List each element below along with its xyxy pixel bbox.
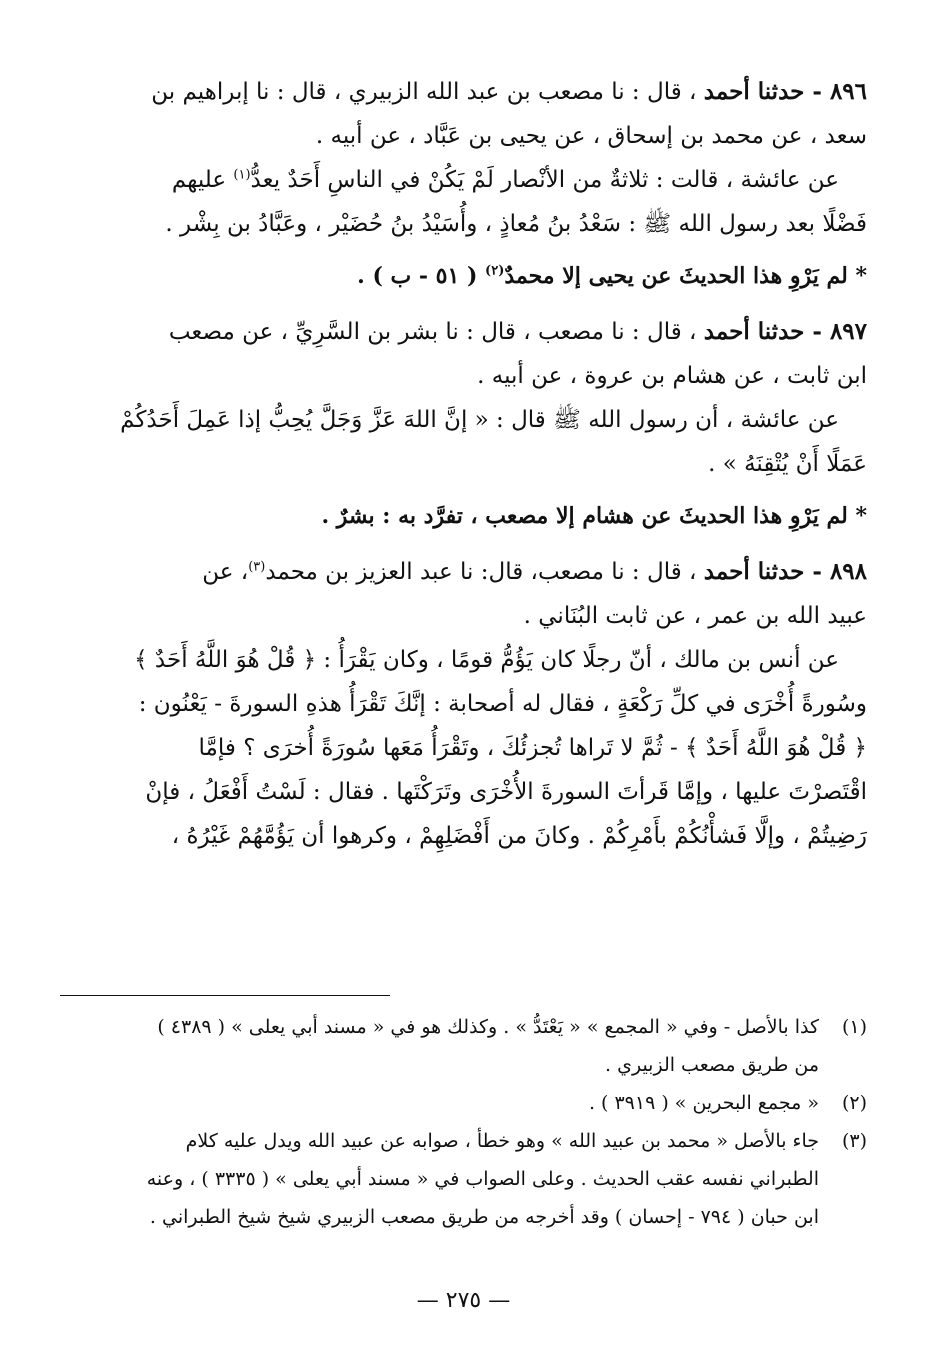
text-line: عبيد الله بن عمر ، عن ثابت البُنَاني . <box>523 603 867 629</box>
text-line: عن أنس بن مالك ، أنّ رجلًا كان يَؤُمُّ قومًا ، وكان يَقْرَأُ : ﴿ قُلْ هُوَ اللَّهُ أَحَدٌ ﴾ <box>134 647 839 673</box>
footnote-line: من طريق مصعب الزبيري . <box>605 1054 819 1076</box>
footnote-3 <box>60 1122 867 1236</box>
hadith-number: ٨٩٨ <box>829 558 867 585</box>
footnote-mark: (١) <box>841 1016 867 1038</box>
text-line: ٨٩٨ - حدثنا أحمد ، قال : نا مصعب، قال: نا عبد العزيز بن محمد$^{(٣)}$، عن <box>202 558 867 585</box>
hadith-number: ٨٩٦ <box>829 78 867 105</box>
text-line: رَضِيتُمْ ، وإلَّا فَشأْنُكُمْ بأَمْرِكُمْ . وكانَ من أَفْضَلِهِمْ ، وكرهوا أن يَؤُمَّهُمْ غَيْرُهُ ، <box>171 823 867 849</box>
footnote-line: ابن حبان ( ٧٩٤ - إحسان ) وقد أخرجه من طريق مصعب الزبيري شيخ شيخ الطبراني . <box>149 1206 819 1228</box>
page-number: — ٢٧٥ — <box>416 1288 511 1313</box>
text-line: ٨٩٧ - حدثنا أحمد ، قال : نا مصعب ، قال : نا بشر بن السَّرِيِّ ، عن مصعب <box>168 318 867 345</box>
hadith-898-matn <box>60 638 867 858</box>
footnote-2 <box>60 1084 867 1122</box>
hadith-number: ٨٩٧ <box>829 318 867 345</box>
isnad-head: حدثنا أحمد <box>703 318 805 345</box>
footnote-1 <box>60 1008 867 1084</box>
footnote-ref[interactable]: (١) <box>233 167 251 183</box>
text-line: سعد ، عن محمد بن إسحاق ، عن يحيى بن عَبَّاد ، عن أبيه . <box>315 123 867 149</box>
text-line: ابن ثابت ، عن هشام بن عروة ، عن أبيه . <box>477 363 867 389</box>
text-line: فَضْلًا بعد رسول الله ﷺ : سَعْدُ بنُ مُعاذٍ ، وأُسَيْدُ بنُ حُضَيْر ، وعَبَّادُ بن بِشْر . <box>165 211 867 237</box>
hadith-896-matn <box>60 158 867 246</box>
footnotes <box>60 1008 867 1236</box>
hadith-898-isnad <box>60 550 867 638</box>
footnote-mark: (٢) <box>841 1092 867 1114</box>
footnote-ref[interactable]: (٢) <box>485 263 505 279</box>
footnote-line: كذا بالأصل - وفي « المجمع » « يَعْتَدُّ » . وكذلك هو في « مسند أبي يعلى » ( ٤٣٨٩ ) <box>157 1016 819 1038</box>
text-line: عن عائشة ، أن رسول الله ﷺ قال : « إنَّ اللهَ عَزَّ وَجَلَّ يُحِبُّ إذا عَمِلَ أَحَدُكُمْ <box>120 407 839 433</box>
hadith-896-isnad <box>60 70 867 158</box>
footnote-line: الطبراني نفسه عقب الحديث . وعلى الصواب في « مسند أبي يعلى » ( ٣٣٣٥ ) ، وعنه <box>146 1168 819 1190</box>
footnote-divider <box>60 995 390 996</box>
isnad-head: حدثنا أحمد <box>703 78 805 105</box>
footnote-line: جاء بالأصل « محمد بن عبيد الله » وهو خطأ ، صوابه عن عبيد الله ويدل عليه كلام <box>185 1130 819 1152</box>
footnote-ref[interactable]: (٣) <box>248 559 266 575</box>
text-line: ﴿ قُلْ هُوَ اللَّهُ أَحَدٌ ﴾ - ثُمَّ لا تَراها تُجزئُكَ ، وتَقْرَأُ مَعَها سُورَةً أُخرَى ؟ فإمَّا <box>198 735 867 761</box>
text-line: ٨٩٦ - حدثنا أحمد ، قال : نا مصعب بن عبد الله الزبيري ، قال : نا إبراهيم بن <box>151 78 867 105</box>
text-line: عَمَلًا أَنْ يُتْقِنَهُ » . <box>708 451 867 477</box>
hadith-897-note: * لم يَرْوِ هذا الحديثَ عن هشام إلا مصعب ، تفرَّد به : بشرٌ . <box>321 503 867 529</box>
text-line: وسُورةً أُخْرَى في كلِّ رَكْعَةٍ ، فقال له أصحابة : إنَّكَ تَقْرَأُ هذهِ السورةَ - يَعْنُون : <box>138 691 867 717</box>
hadith-897-matn <box>60 398 867 486</box>
hadith-897-isnad <box>60 310 867 398</box>
footnote-line: « مجمع البحرين » ( ٣٩١٩ ) . <box>588 1092 819 1114</box>
text-line: اقْتَصرْتَ عليها ، وإمَّا قَرأتَ السورةَ الأُخْرَى وتَرَكْتَها . فقال : لَسْتُ أَفْعَلُ ، فإنْ <box>145 779 867 805</box>
isnad-head: حدثنا أحمد <box>703 558 805 585</box>
text-line: عن عائشة ، قالت : ثلاثةٌ من الأنْصار لَمْ يَكُنْ في الناسِ أَحَدٌ يعدُّ$^{(١)}$ عليهم <box>171 167 839 193</box>
footnote-mark: (٣) <box>841 1130 867 1152</box>
hadith-896-note: * لم يَرْوِ هذا الحديثَ عن يحيى إلا محمدٌ$^{(٢)}$ ( ٥١ - ب ) . <box>357 263 867 289</box>
